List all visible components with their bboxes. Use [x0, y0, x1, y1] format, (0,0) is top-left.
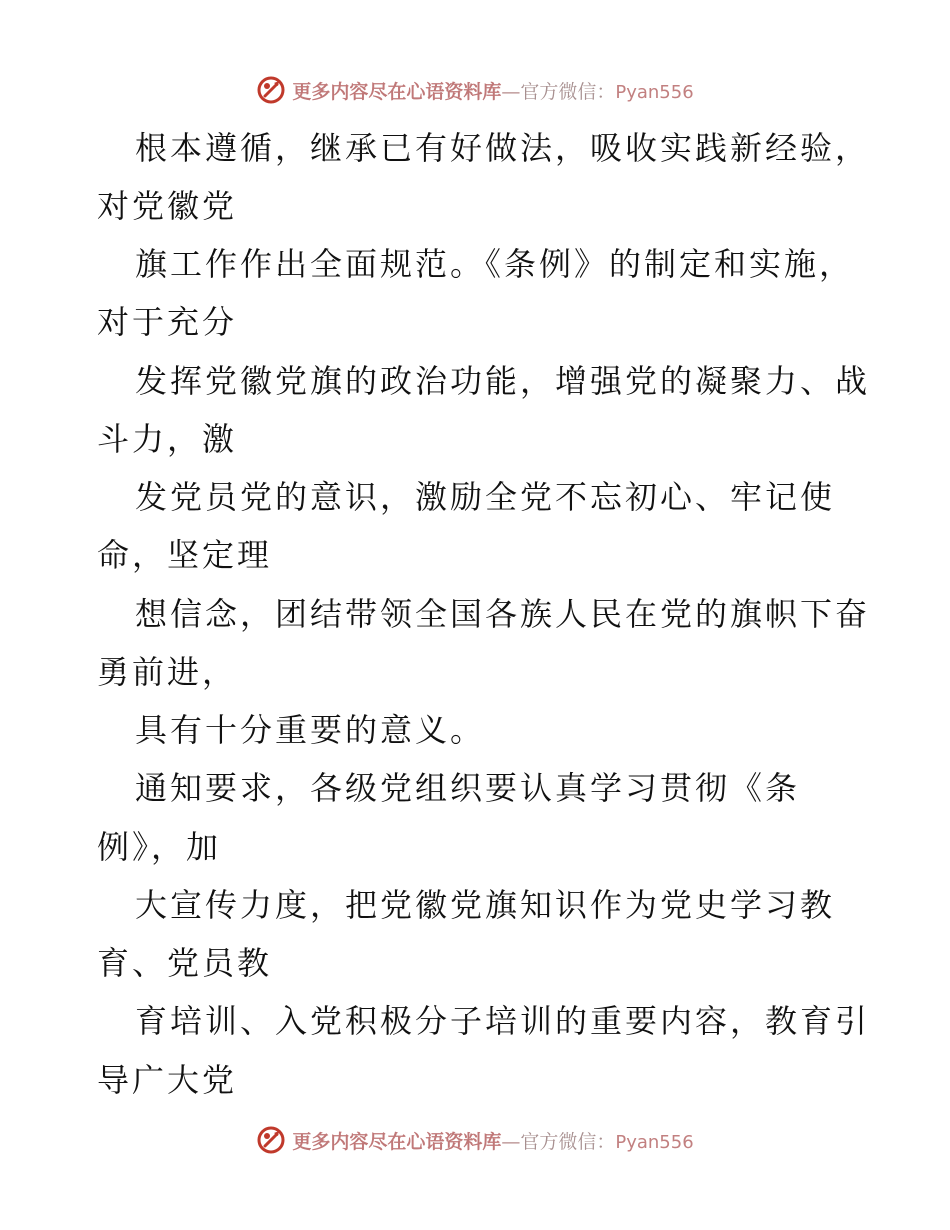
- footer-banner-title: 更多内容尽在心语资料库: [292, 1130, 502, 1153]
- footer-banner: [0, 1120, 950, 1160]
- body-line: 发挥党徽党旗的政治功能，增强党的凝聚力、战: [135, 362, 871, 400]
- body-line: 例》，加: [97, 828, 222, 866]
- body-line: 命，坚定理: [97, 536, 273, 574]
- header-banner: [0, 70, 950, 110]
- footer-banner-separator: —: [501, 1130, 521, 1153]
- body-line: 育、党员教: [97, 944, 273, 982]
- body-line: 对党徽党: [97, 187, 238, 225]
- header-banner-title: 更多内容尽在心语资料库: [292, 80, 502, 103]
- brand-logo-icon: [256, 75, 286, 105]
- footer-wechat-label: 官方微信：: [520, 1130, 616, 1153]
- body-line: 发党员党的意识，激励全党不忘初心、牢记使: [135, 478, 836, 516]
- body-line: 导广大党: [97, 1061, 238, 1099]
- brand-logo-icon: [256, 1125, 286, 1155]
- body-line: 根本遵循，继承已有好做法，吸收实践新经验，: [135, 129, 871, 167]
- body-line: 大宣传力度，把党徽党旗知识作为党史学习教: [135, 886, 836, 924]
- body-line: 想信念，团结带领全国各族人民在党的旗帜下奋: [135, 595, 871, 633]
- body-line: 勇前进，: [97, 653, 238, 691]
- header-banner-text: [292, 77, 693, 104]
- body-line: 通知要求，各级党组织要认真学习贯彻《条: [135, 769, 801, 807]
- footer-wechat-id: Pyan556: [615, 1131, 694, 1153]
- header-wechat-id: Pyan556: [615, 81, 694, 103]
- body-line: 育培训、入党积极分子培训的重要内容，教育引: [135, 1002, 871, 1040]
- footer-banner-text: [292, 1127, 693, 1154]
- body-line: 旗工作作出全面规范。《条例》的制定和实施，: [135, 245, 855, 283]
- body-line: 斗力，激: [97, 420, 238, 458]
- header-wechat-label: 官方微信：: [520, 80, 616, 103]
- body-line: 对于充分: [97, 303, 238, 341]
- body-line: 具有十分重要的意义。: [135, 711, 486, 749]
- header-banner-separator: —: [501, 80, 521, 103]
